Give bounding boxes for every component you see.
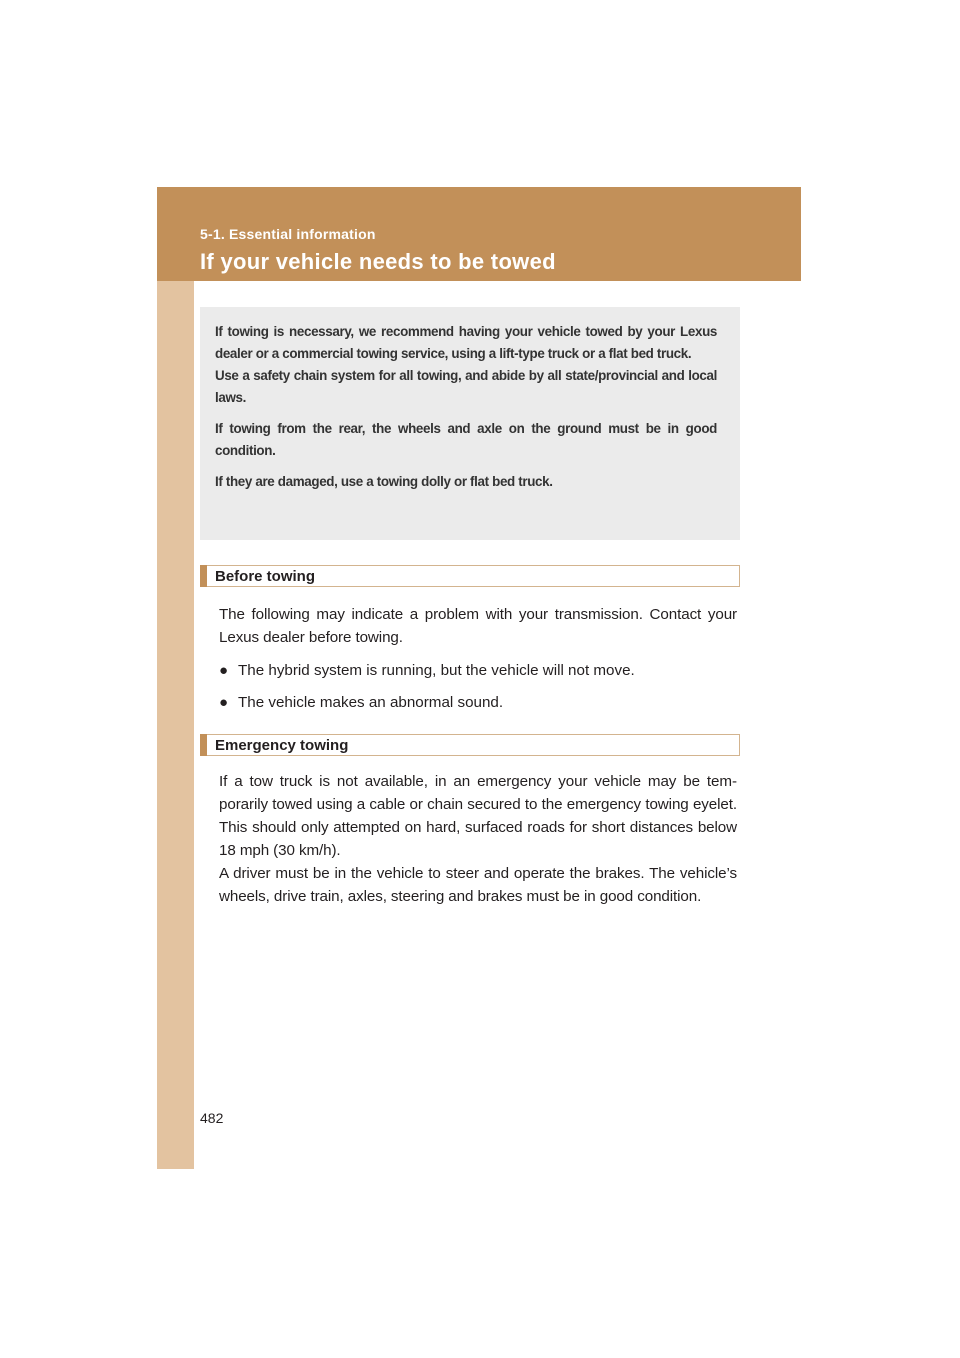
before-towing-paragraph: The following may indicate a problem with your transmission. Contact your Lexus dealer before towing. [219, 606, 737, 646]
side-band [157, 187, 194, 1169]
intro-paragraph: If towing from the rear, the wheels and axle on the ground must be in good condition. [215, 421, 717, 458]
bullet-icon: ● [219, 662, 229, 679]
list-item [219, 691, 739, 714]
page-number: 482 [200, 1110, 224, 1126]
intro-paragraph: Use a safety chain system for all towing, and abide by all state/provincial and local laws. [215, 368, 717, 405]
emergency-towing-heading [200, 734, 740, 756]
section-label: 5-1. Essential information [200, 226, 376, 242]
list-item [219, 659, 739, 682]
emergency-towing-text [219, 770, 737, 908]
intro-text [215, 321, 717, 502]
emergency-towing-paragraph: If a tow truck is not available, in an emergency your vehicle may be temporarily towed using a cable or chain secured to the emergency towing eyelet. This should only attempted on hard, surfaced roads for short distances below 18 mph (30 km/h). [219, 773, 737, 859]
intro-paragraph: If towing is necessary, we recommend having your vehicle towed by your Lexus dealer or a commercial towing service, using a lift-type truck or a flat bed truck. [215, 324, 717, 361]
page-title: If your vehicle needs to be towed [200, 249, 556, 274]
before-towing-heading [200, 565, 740, 587]
emergency-towing-title: Emergency towing [215, 737, 349, 754]
heading-accent [200, 734, 207, 756]
heading-accent [200, 565, 207, 587]
before-towing-title: Before towing [215, 568, 315, 585]
intro-box [200, 307, 740, 540]
emergency-towing-paragraph: A driver must be in the vehicle to steer and operate the brakes. The vehicle’s wheels, drive train, axles, steering and brakes must be in good condition. [219, 865, 737, 905]
list-item-text: The hybrid system is running, but the vehicle will not move. [238, 662, 635, 679]
intro-paragraph: If they are damaged, use a towing dolly or flat bed truck. [215, 474, 553, 489]
list-item-text: The vehicle makes an abnormal sound. [238, 694, 504, 711]
before-towing-text [219, 603, 737, 649]
bullet-icon: ● [219, 694, 229, 711]
